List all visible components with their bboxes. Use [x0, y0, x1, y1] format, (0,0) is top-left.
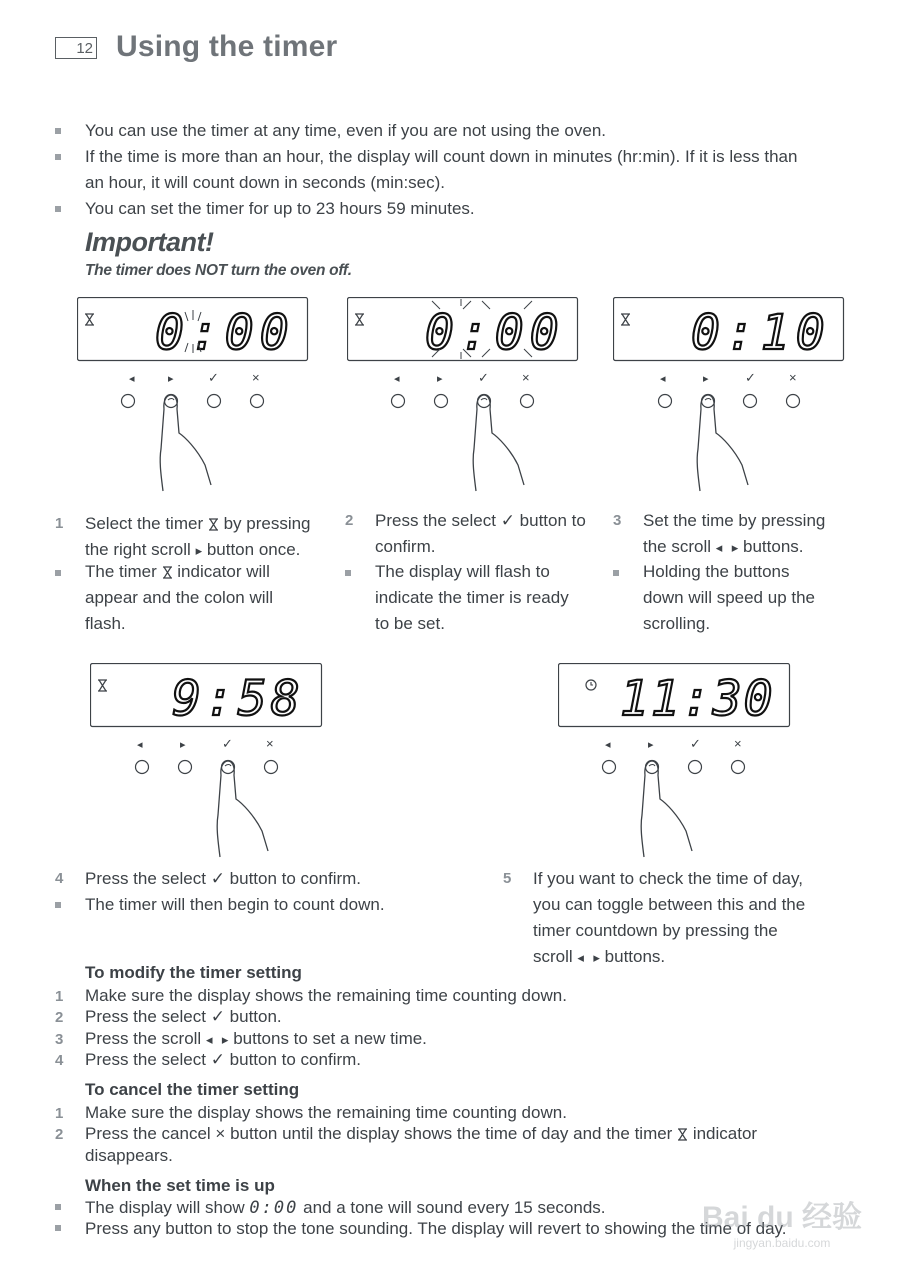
- scroll-right-icon: ▸: [221, 1032, 229, 1047]
- step-number: 4: [55, 870, 64, 887]
- display-digits: 0:10: [691, 305, 831, 361]
- select-icon: ✓: [222, 736, 233, 751]
- scroll-left-button[interactable]: [136, 761, 149, 774]
- step-3-line-4: down will speed up the: [643, 588, 816, 607]
- display-digits: 0:00: [155, 305, 295, 361]
- select-button[interactable]: [689, 761, 702, 774]
- bullet-marker: [55, 902, 61, 908]
- page-title: Using the timer: [116, 30, 338, 63]
- select-icon: ✓: [210, 1007, 225, 1026]
- step-3-line-3: Holding the buttons: [643, 562, 790, 581]
- scroll-left-icon: ◂: [660, 373, 666, 385]
- pressing-finger: [473, 395, 524, 491]
- cancel-number-2: 2: [55, 1126, 64, 1143]
- cancel-icon: ×: [522, 370, 530, 385]
- select-icon: ✓: [208, 370, 219, 385]
- modify-number-4: 4: [55, 1052, 64, 1069]
- scroll-right-icon: ▸: [195, 543, 203, 558]
- display-readout: 0:00: [249, 1198, 299, 1218]
- step-1-line-1: Select the timer by pressing: [85, 514, 311, 533]
- cancel-step-2-cont: disappears.: [85, 1146, 173, 1165]
- step-2-line-3: The display will flash to: [375, 562, 550, 581]
- bullet-marker: [55, 128, 61, 134]
- time-up-bullet-2: Press any button to stop the tone sounding. The display will revert to showing the time of day.: [85, 1219, 787, 1238]
- page-number: 12: [55, 37, 97, 59]
- bullet-marker: [55, 154, 61, 160]
- clock-indicator-icon: [586, 680, 596, 690]
- step-2-line-4: indicate the timer is ready: [375, 588, 569, 607]
- step-2-line-5: to be set.: [375, 614, 445, 633]
- scroll-left-icon: ◂: [205, 1032, 213, 1047]
- important-heading: Important!: [85, 227, 214, 257]
- scroll-right-icon: ▸: [437, 373, 443, 385]
- display-panel-2: [347, 297, 582, 507]
- select-icon: ✓: [500, 511, 515, 530]
- step-5-line-1: If you want to check the time of day,: [533, 869, 803, 888]
- scroll-right-icon: ▸: [593, 950, 600, 965]
- scroll-left-icon: ◂: [605, 739, 611, 751]
- timer-indicator-icon: [85, 314, 94, 325]
- scroll-right-icon: ▸: [731, 540, 739, 555]
- timer-indicator-icon: [621, 314, 630, 325]
- intro-bullet-3: You can set the timer for up to 23 hours 59 minutes.: [85, 199, 475, 218]
- cancel-icon: ×: [789, 370, 797, 385]
- select-button[interactable]: [744, 395, 757, 408]
- pressing-finger: [160, 395, 211, 491]
- step-4-line-1: Press the select ✓ button to confirm.: [85, 869, 362, 888]
- scroll-left-icon: ◂: [577, 950, 584, 965]
- cancel-icon: ×: [215, 1124, 226, 1143]
- timer-icon: [162, 566, 173, 580]
- step-3-line-1: Set the time by pressing: [643, 511, 826, 530]
- scroll-left-icon: ◂: [394, 373, 400, 385]
- cancel-button[interactable]: [787, 395, 800, 408]
- step-1-line-3: The timer indicator will: [85, 562, 270, 581]
- watermark-logo: Bai du 经验: [701, 1201, 862, 1234]
- step-1-line-5: flash.: [85, 614, 126, 633]
- watermark: [702, 1192, 862, 1250]
- display-digits: 11:30: [620, 671, 775, 727]
- step-5-line-4: scroll ◂ ▸ buttons.: [533, 947, 666, 966]
- step-number: 1: [55, 515, 64, 532]
- time-up-heading: When the set time is up: [85, 1176, 275, 1195]
- select-icon: ✓: [210, 1050, 225, 1069]
- cancel-step-1: Make sure the display shows the remaining time counting down.: [85, 1103, 567, 1122]
- bullet-marker: [345, 570, 351, 576]
- intro-bullet-1: You can use the timer at any time, even if you are not using the oven.: [85, 121, 607, 140]
- display-panel-3: [613, 297, 848, 507]
- cancel-step-2: Press the cancel × button until the display shows the time of day and the timer indicator: [85, 1124, 758, 1143]
- timer-icon: [208, 518, 219, 532]
- step-4-line-2: The timer will then begin to count down.: [85, 895, 385, 914]
- timer-indicator-icon: [98, 680, 107, 691]
- display-panel-5: [558, 663, 793, 868]
- bullet-marker: [55, 1204, 61, 1210]
- cancel-button[interactable]: [265, 761, 278, 774]
- modify-number-3: 3: [55, 1031, 64, 1048]
- select-button[interactable]: [208, 395, 221, 408]
- step-5-line-3: timer countdown by pressing the: [533, 921, 778, 940]
- bullet-marker: [55, 206, 61, 212]
- scroll-right-button[interactable]: [435, 395, 448, 408]
- important-note: The timer does NOT turn the oven off.: [85, 262, 352, 279]
- scroll-left-icon: ◂: [137, 739, 143, 751]
- scroll-right-button[interactable]: [179, 761, 192, 774]
- pressing-finger: [641, 761, 692, 857]
- select-icon: ✓: [690, 736, 701, 751]
- bullet-marker: [55, 1225, 61, 1231]
- cancel-heading: To cancel the timer setting: [85, 1080, 300, 1099]
- display-panel-1: [77, 297, 312, 507]
- timer-icon: [677, 1128, 688, 1142]
- modify-number-2: 2: [55, 1009, 64, 1026]
- select-icon: ✓: [745, 370, 756, 385]
- scroll-right-icon: ▸: [648, 739, 654, 751]
- scroll-right-icon: ▸: [703, 373, 709, 385]
- step-5-line-2: you can toggle between this and the: [533, 895, 806, 914]
- modify-heading: To modify the timer setting: [85, 963, 302, 982]
- modify-step-2: Press the select ✓ button.: [85, 1007, 282, 1026]
- modify-step-1: Make sure the display shows the remaining time counting down.: [85, 986, 567, 1005]
- cancel-button[interactable]: [732, 761, 745, 774]
- step-2-line-1: Press the select ✓ button to: [375, 511, 586, 530]
- step-1-line-2: the right scroll ▸ button once.: [85, 540, 301, 559]
- modify-step-4: Press the select ✓ button to confirm.: [85, 1050, 362, 1069]
- step-number: 5: [503, 870, 512, 887]
- pressing-finger: [217, 761, 268, 857]
- time-up-bullet-1: The display will show 0:00 and a tone will sound every 15 seconds.: [85, 1198, 606, 1218]
- cancel-icon: ×: [252, 370, 260, 385]
- step-number: 3: [613, 512, 622, 529]
- select-icon: ✓: [210, 869, 225, 888]
- cancel-icon: ×: [734, 736, 742, 751]
- intro-bullet-2-cont: an hour, it will count down in seconds (min:sec).: [85, 173, 446, 192]
- scroll-left-icon: ◂: [715, 540, 723, 555]
- intro-bullet-2: If the time is more than an hour, the display will count down in minutes (hr:min). If it is less than: [85, 147, 798, 166]
- watermark-url: jingyan.baidu.com: [733, 1236, 831, 1250]
- scroll-right-icon: ▸: [180, 739, 186, 751]
- scroll-left-button[interactable]: [603, 761, 616, 774]
- scroll-left-button[interactable]: [659, 395, 672, 408]
- bullet-marker: [613, 570, 619, 576]
- display-digits: 0:00: [425, 305, 565, 361]
- display-digits: 9:58: [172, 671, 304, 727]
- pressing-finger: [697, 395, 748, 491]
- timer-indicator-icon: [355, 314, 364, 325]
- modify-step-3: Press the scroll ◂ ▸ buttons to set a new time.: [85, 1029, 427, 1048]
- select-icon: ✓: [478, 370, 489, 385]
- scroll-left-icon: ◂: [129, 373, 135, 385]
- scroll-left-button[interactable]: [122, 395, 135, 408]
- display-panel-4: [90, 663, 325, 868]
- step-number: 2: [345, 512, 354, 529]
- scroll-left-button[interactable]: [392, 395, 405, 408]
- step-3-line-5: scrolling.: [643, 614, 711, 633]
- modify-number-1: 1: [55, 988, 64, 1005]
- step-2-line-2: confirm.: [375, 537, 436, 556]
- bullet-marker: [55, 570, 61, 576]
- cancel-button[interactable]: [521, 395, 534, 408]
- step-1-line-4: appear and the colon will: [85, 588, 274, 607]
- cancel-icon: ×: [266, 736, 274, 751]
- scroll-right-icon: ▸: [168, 373, 174, 385]
- cancel-number-1: 1: [55, 1105, 64, 1122]
- step-3-line-2: the scroll ◂ ▸ buttons.: [643, 537, 804, 556]
- cancel-button[interactable]: [251, 395, 264, 408]
